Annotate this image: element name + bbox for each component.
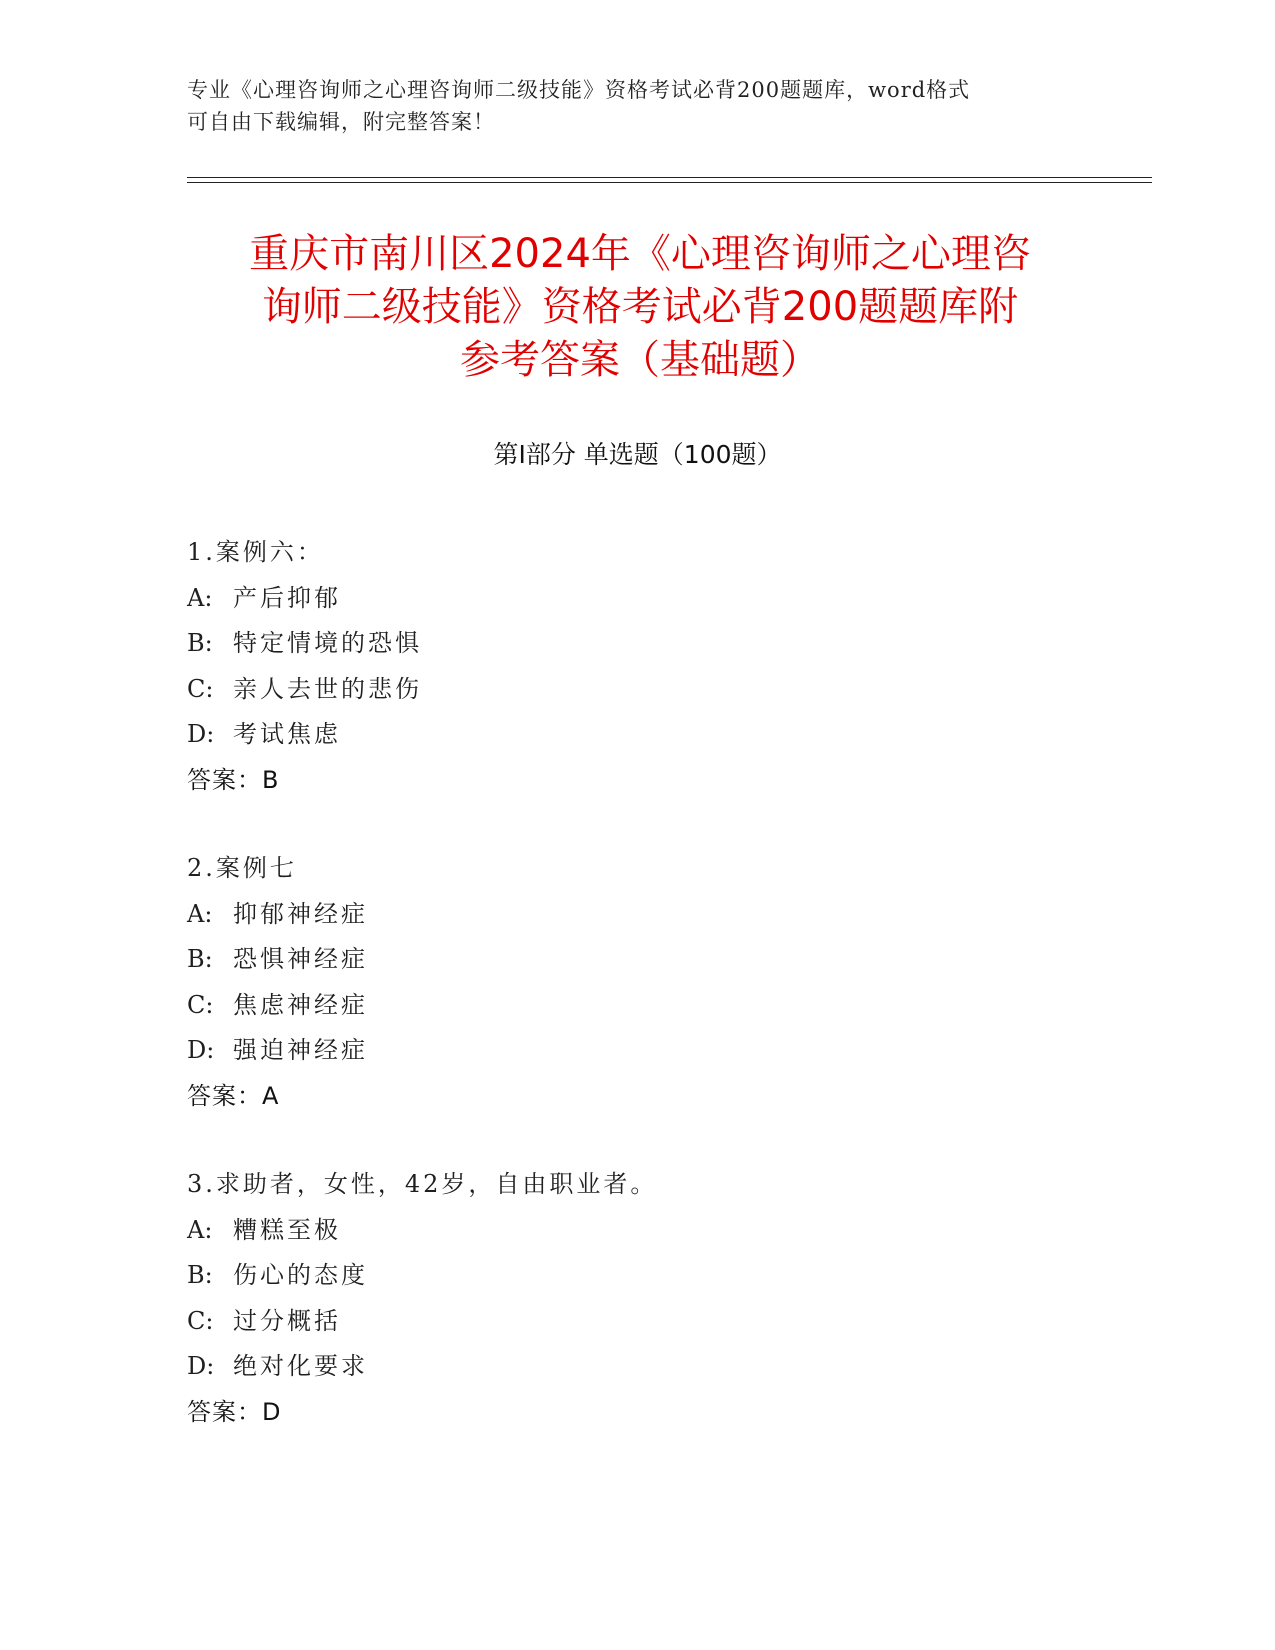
option-text: 抑郁神经症 xyxy=(233,899,368,928)
question-list xyxy=(187,530,1147,1478)
document-title-line-2: 询师二级技能》资格考试必背200题题库附 xyxy=(261,284,1019,330)
option-b xyxy=(187,621,1147,667)
option-text: 亲人去世的悲伤 xyxy=(233,674,422,703)
option-b xyxy=(187,1253,1147,1299)
question-3 xyxy=(187,1162,1147,1435)
document-title-line-1: 重庆市南川区2024年《心理咨询师之心理咨 xyxy=(249,231,1031,277)
option-key: B: xyxy=(187,629,213,657)
option-text: 强迫神经症 xyxy=(233,1036,368,1064)
option-text: 伤心的态度 xyxy=(233,1261,368,1289)
option-c xyxy=(187,667,1147,713)
question-stem: 1.案例六： xyxy=(187,538,324,566)
document-title xyxy=(150,228,1130,387)
option-key: A: xyxy=(187,899,213,928)
option-key: B: xyxy=(187,945,213,973)
answer-line: 答案：D xyxy=(187,1397,282,1426)
option-key: D: xyxy=(187,720,215,748)
option-c xyxy=(187,983,1147,1029)
document-title-line-3: 参考答案（基础题） xyxy=(460,337,820,383)
option-b xyxy=(187,937,1147,983)
section-heading: 第Ⅰ部分 单选题（100题） xyxy=(493,440,782,469)
question-2 xyxy=(187,846,1147,1119)
option-text: 产后抑郁 xyxy=(233,583,341,612)
option-d xyxy=(187,1028,1147,1074)
option-d xyxy=(187,1344,1147,1390)
option-text: 特定情境的恐惧 xyxy=(233,629,422,657)
option-key: D: xyxy=(187,1036,215,1064)
option-c xyxy=(187,1299,1147,1345)
option-a xyxy=(187,1208,1147,1254)
option-d xyxy=(187,712,1147,758)
header-note-line-2: 可自由下载编辑，附完整答案！ xyxy=(187,110,495,134)
option-key: B: xyxy=(187,1261,213,1289)
option-key: D: xyxy=(187,1352,215,1380)
option-text: 恐惧神经症 xyxy=(233,945,368,973)
header-note-line-1: 专业《心理咨询师之心理咨询师二级技能》资格考试必背200题题库，word格式 xyxy=(187,78,971,102)
answer-line: 答案：B xyxy=(187,765,280,794)
question-stem: 2.案例七 xyxy=(187,854,297,882)
option-key: C: xyxy=(187,1306,214,1335)
option-key: A: xyxy=(187,1215,213,1244)
option-text: 考试焦虑 xyxy=(233,720,341,748)
header-divider-top xyxy=(187,177,1152,178)
question-stem: 3.求助者，女性，42岁，自由职业者。 xyxy=(187,1170,658,1198)
answer-line: 答案：A xyxy=(187,1081,280,1110)
option-a xyxy=(187,576,1147,622)
header-divider-bottom xyxy=(187,182,1152,183)
option-a xyxy=(187,892,1147,938)
option-text: 焦虑神经症 xyxy=(233,990,368,1019)
option-key: A: xyxy=(187,583,213,612)
option-text: 糟糕至极 xyxy=(233,1215,341,1244)
question-1 xyxy=(187,530,1147,803)
option-key: C: xyxy=(187,674,214,703)
option-text: 绝对化要求 xyxy=(233,1352,368,1380)
option-text: 过分概括 xyxy=(233,1306,341,1335)
header-note xyxy=(187,74,1087,138)
option-key: C: xyxy=(187,990,214,1019)
